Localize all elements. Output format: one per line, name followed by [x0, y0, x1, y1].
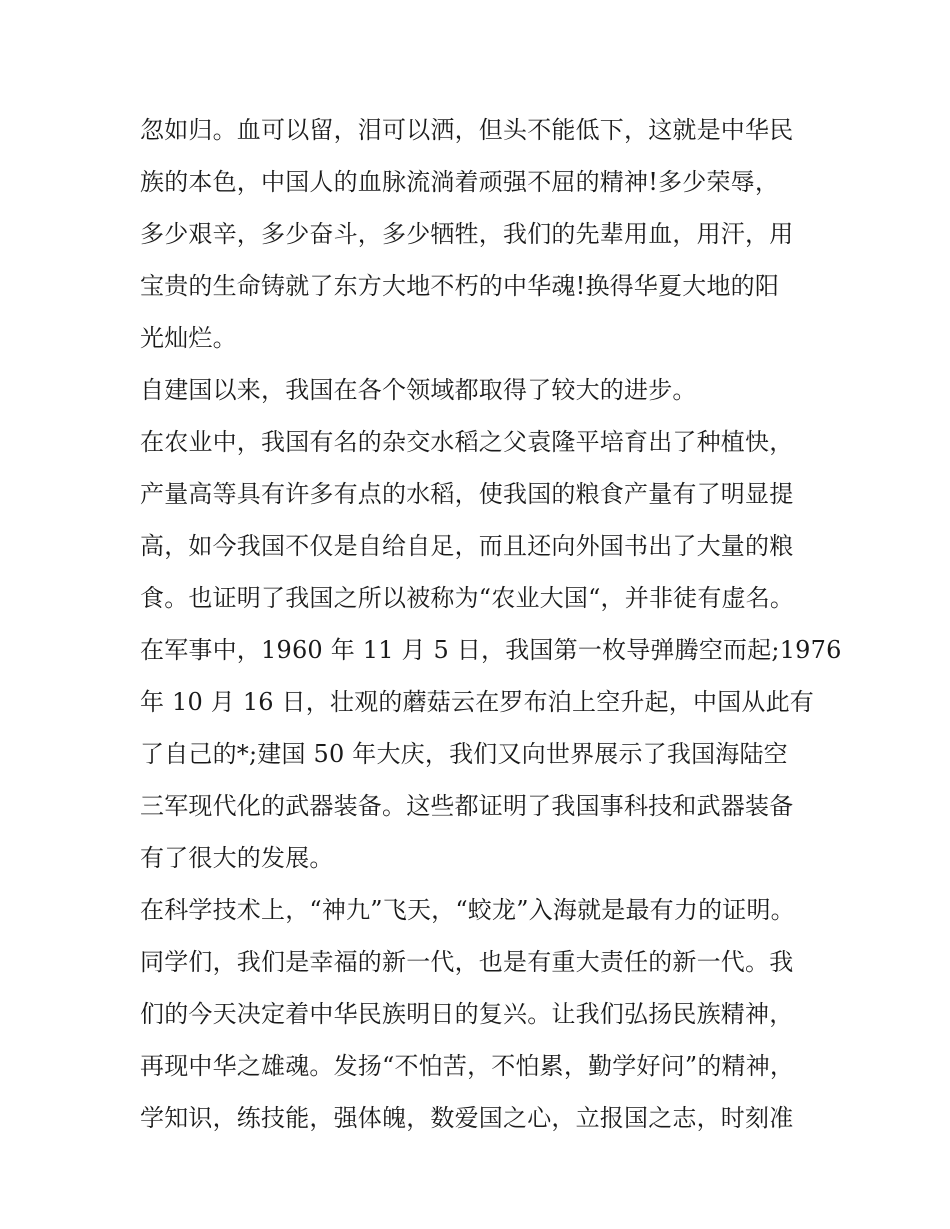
text-line: 了自己的*;建国 50 年大庆，我们又向世界展示了我国海陆空: [140, 740, 788, 768]
text-line: 在科学技术上，“神九”飞天，“蛟龙”入海就是最有力的证明。: [140, 896, 795, 924]
body-text: [140, 104, 842, 1144]
text-line: 高，如今我国不仅是自给自足，而且还向外国书出了大量的粮: [140, 532, 794, 560]
text-line: 三军现代化的武器装备。这些都证明了我国事科技和武器装备: [140, 792, 794, 820]
text-line: 忽如归。血可以留，泪可以洒，但头不能低下，这就是中华民: [140, 116, 794, 144]
text-line: 多少艰辛，多少奋斗，多少牺牲，我们的先辈用血，用汗，用: [140, 220, 794, 248]
text-line: 产量高等具有许多有点的水稻，使我国的粮食产量有了明显提: [140, 480, 794, 508]
text-line: 年 10 月 16 日，壮观的蘑菇云在罗布泊上空升起，中国从此有: [140, 688, 814, 716]
text-line: 宝贵的生命铸就了东方大地不朽的中华魂!换得华夏大地的阳: [140, 272, 780, 300]
text-line: 自建国以来，我国在各个领域都取得了较大的进步。: [140, 376, 697, 404]
text-line: 有了很大的发展。: [140, 844, 334, 872]
text-line: 食。也证明了我国之所以被称为“农业大国“，并非徒有虚名。: [140, 584, 795, 612]
text-line: 在军事中，1960 年 11 月 5 日，我国第一枚导弹腾空而起;1976: [140, 636, 842, 664]
text-line: 们的今天决定着中华民族明日的复兴。让我们弘扬民族精神，: [140, 1000, 794, 1028]
text-line: 光灿烂。: [140, 324, 237, 352]
text-line: 在农业中，我国有名的杂交水稻之父袁隆平培育出了种植快，: [140, 428, 794, 456]
text-line: 再现中华之雄魂。发扬“不怕苦，不怕累，勤学好问”的精神，: [140, 1052, 795, 1080]
text-line: 同学们，我们是幸福的新一代，也是有重大责任的新一代。我: [140, 948, 794, 976]
text-line: 族的本色，中国人的血脉流淌着顽强不屈的精神!多少荣辱，: [140, 168, 780, 196]
text-line: 学知识，练技能，强体魄，数爱国之心，立报国之志，时刻准: [140, 1104, 794, 1132]
